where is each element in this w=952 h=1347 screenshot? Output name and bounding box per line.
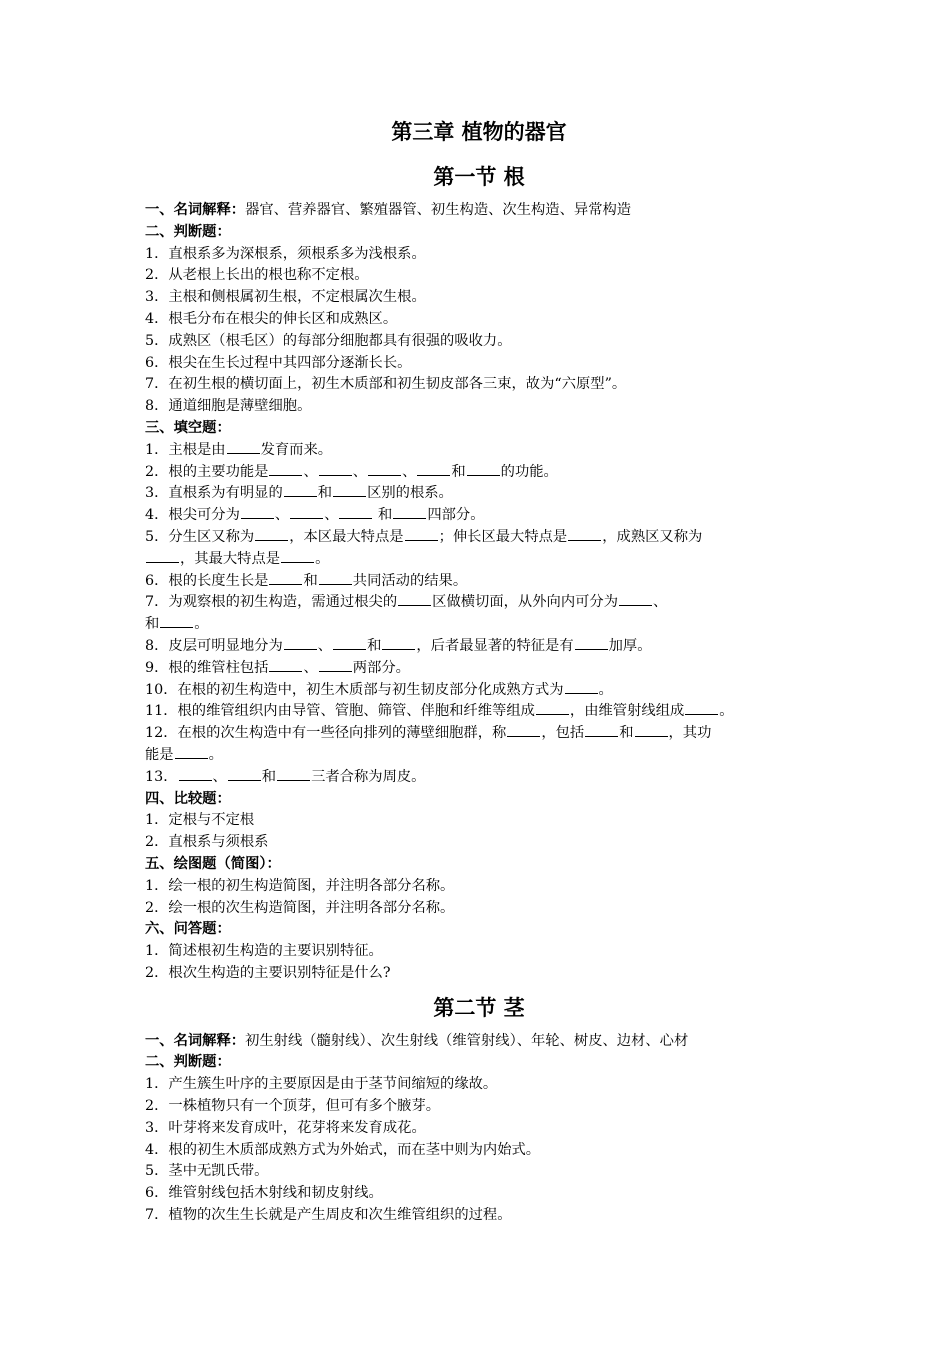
fill-text: 和	[261, 768, 277, 785]
fill-text: 9．根的维管柱包括	[145, 659, 269, 676]
fill-item	[145, 658, 813, 680]
list-item: 7．在初生根的横切面上，初生木质部和初生韧皮部各三束，故为“六原型”。	[145, 376, 627, 393]
list-item: 6．根尖在生长过程中其四部分逐渐长长。	[145, 354, 412, 371]
list-item: 2．绘一根的次生构造简图，并注明各部分名称。	[145, 899, 455, 916]
fill-text: 5．分生区又称为	[145, 528, 255, 545]
list-item: 1．简述根初生构造的主要识别特征。	[145, 943, 383, 960]
fill-text: 加厚。	[608, 637, 652, 654]
fill-text: 和	[303, 572, 318, 589]
fill-item	[145, 767, 813, 789]
fill-item	[145, 440, 813, 462]
draw-heading: 五、绘图题（简图）：	[145, 855, 281, 872]
fill-text: 10．在根的初生构造中，初生木质部与初生韧皮部分化成熟方式为	[145, 681, 564, 698]
list-item: 2．直根系与须根系	[145, 834, 269, 851]
fill-item-continued	[145, 614, 813, 636]
fill-text: 、	[352, 463, 368, 480]
fill-text: 、	[274, 507, 290, 524]
fill-text: 发育而来。	[260, 441, 333, 458]
fill-text: 、	[212, 768, 227, 785]
judge-heading: 二、判断题：	[145, 1054, 231, 1071]
fill-item	[145, 680, 813, 702]
terms-line	[145, 200, 813, 222]
fill-item	[145, 527, 813, 549]
fill-heading: 三、填空题：	[145, 419, 231, 436]
fill-text: 。	[315, 550, 330, 567]
blank-line	[228, 767, 261, 781]
document-page	[145, 117, 813, 1227]
blank-line	[175, 745, 208, 759]
fill-text: 和	[619, 725, 634, 742]
fill-text: ；伸长区最大特点是	[438, 528, 568, 545]
fill-item-continued	[145, 549, 813, 571]
fill-text: 三者合称为周皮。	[311, 768, 426, 785]
list-item: 1．直根系多为深根系，须根系多为浅根系。	[145, 245, 426, 262]
blank-line	[146, 549, 179, 563]
fill-text: 7．为观察根的初生构造，需通过根尖的	[145, 594, 398, 611]
compare-heading: 四、比较题：	[145, 790, 231, 807]
fill-text: 的功能。	[500, 463, 558, 480]
terms-heading: 一、名词解释：	[145, 202, 246, 218]
blank-line	[405, 527, 438, 541]
list-item: 3．叶芽将来发育成叶，花芽将来发育成花。	[145, 1119, 426, 1136]
fill-text: 1．主根是由	[145, 441, 226, 458]
fill-text: 、	[303, 659, 318, 676]
judge-list	[145, 244, 813, 418]
blank-line	[319, 658, 352, 672]
fill-text: 能是	[145, 746, 174, 763]
fill-text: 和	[367, 637, 382, 654]
blank-line	[568, 527, 601, 541]
fill-item	[145, 701, 813, 723]
blank-line	[368, 462, 401, 476]
list-item: 5．成熟区（根毛区）的每部分细胞都具有很强的吸收力。	[145, 332, 512, 349]
fill-text: 2．根的主要功能是	[145, 463, 269, 480]
blank-line	[619, 592, 652, 606]
section-title-stem: 第二节 茎	[433, 994, 525, 1020]
fill-text: 、	[303, 463, 318, 480]
terms-text: 器官、营养器官、繁殖器管、初生构造、次生构造、异常构造	[245, 202, 632, 218]
fill-text: 12．在根的次生构造中有一些径向排列的薄壁细胞群，称	[145, 725, 507, 742]
blank-line	[398, 592, 431, 606]
blank-line	[565, 680, 598, 694]
fill-text: 四部分。	[427, 507, 485, 524]
blank-line	[507, 723, 540, 737]
blank-line	[284, 483, 317, 497]
list-item: 2．一株植物只有一个顶芽，但可有多个腋芽。	[145, 1098, 441, 1115]
fill-text: 、	[324, 507, 339, 524]
fill-item	[145, 592, 813, 614]
fill-text: 共同活动的结果。	[352, 572, 468, 589]
list-item: 4．根毛分布在根尖的伸长区和成熟区。	[145, 310, 398, 327]
list-item: 2．根次生构造的主要识别特征是什么?	[145, 964, 391, 981]
section-title-root: 第一节 根	[433, 164, 525, 189]
qa-heading: 六、问答题：	[145, 921, 231, 938]
blank-line	[290, 505, 323, 519]
fill-text: 3．直根系为有明显的	[145, 485, 283, 502]
fill-list	[145, 440, 813, 789]
blank-line	[241, 505, 274, 519]
blank-line	[382, 636, 415, 650]
blank-line	[339, 505, 372, 519]
fill-text: 11．根的维管组织内由导管、管胞、筛管、伴胞和纤维等组成	[145, 703, 535, 720]
list-item: 1．产生簇生叶序的主要原因是由于茎节间缩短的缘故。	[145, 1076, 498, 1093]
blank-line	[284, 636, 317, 650]
blank-line	[269, 462, 302, 476]
fill-text: 和	[317, 485, 333, 502]
list-item: 1．定根与不定根	[145, 812, 255, 829]
fill-text: 和	[373, 507, 393, 524]
list-item: 7．植物的次生生长就是产生周皮和次生维管组织的过程。	[145, 1207, 512, 1224]
fill-text: 和	[451, 463, 466, 480]
fill-text: 两部分。	[352, 659, 410, 676]
judge-list	[145, 1074, 813, 1227]
fill-item	[145, 462, 813, 484]
blank-line	[319, 571, 352, 585]
fill-text: 区做横切面，从外向内可分为	[432, 594, 619, 611]
list-item: 8．通道细胞是薄壁细胞。	[145, 398, 312, 415]
fill-text: 。	[719, 703, 734, 720]
blank-line	[227, 440, 260, 454]
blank-line	[467, 462, 500, 476]
fill-item-continued	[145, 745, 813, 767]
fill-text: ，包括	[541, 725, 585, 742]
list-item: 4．根的初生木质部成熟方式为外始式，而在茎中则为内始式。	[145, 1141, 541, 1158]
blank-line	[585, 723, 618, 737]
fill-text: 。	[208, 746, 223, 763]
blank-line	[575, 636, 608, 650]
blank-line	[281, 549, 314, 563]
list-item: 6．维管射线包括木射线和韧皮射线。	[145, 1185, 383, 1202]
fill-item	[145, 636, 813, 658]
list-item: 2．从老根上长出的根也称不定根。	[145, 267, 369, 284]
fill-text: 13．	[145, 768, 178, 785]
fill-text: 。	[598, 681, 613, 698]
blank-line	[393, 505, 426, 519]
blank-line	[333, 483, 366, 497]
fill-text: 、	[402, 463, 417, 480]
blank-line	[319, 462, 352, 476]
terms-line	[145, 1031, 813, 1053]
fill-text: 、	[653, 594, 668, 611]
fill-text: ，成熟区又称为	[602, 528, 703, 545]
fill-text: ，本区最大特点是	[289, 528, 404, 545]
blank-line	[160, 614, 193, 628]
fill-item	[145, 571, 813, 593]
fill-item	[145, 723, 813, 745]
list-item: 3．主根和侧根属初生根，不定根属次生根。	[145, 289, 426, 306]
fill-text: 4．根尖可分为	[145, 507, 240, 524]
judge-heading: 二、判断题：	[145, 223, 231, 240]
fill-text: 和	[145, 616, 160, 633]
fill-text: 区别的根系。	[367, 485, 453, 502]
terms-text: 初生射线（髓射线）、次生射线（维管射线）、年轮、树皮、边材、心材	[245, 1032, 689, 1049]
blank-line	[255, 527, 288, 541]
blank-line	[179, 767, 212, 781]
blank-line	[685, 701, 718, 715]
fill-text: ，由维管射线组成	[569, 703, 685, 720]
fill-text: 。	[194, 616, 209, 633]
fill-item	[145, 505, 813, 527]
fill-text: 、	[317, 637, 333, 654]
blank-line	[536, 701, 569, 715]
fill-text: ，后者最显著的特征是有	[416, 637, 574, 654]
blank-line	[333, 636, 366, 650]
terms-heading: 一、名词解释：	[145, 1032, 246, 1049]
fill-item	[145, 483, 813, 505]
blank-line	[269, 571, 302, 585]
list-item: 5．茎中无凯氏带。	[145, 1163, 269, 1180]
blank-line	[269, 658, 302, 672]
blank-line	[277, 767, 310, 781]
blank-line	[635, 723, 668, 737]
fill-text: 8．皮层可明显地分为	[145, 637, 283, 654]
chapter-title: 第三章 植物的器官	[391, 119, 567, 144]
fill-text: ，其最大特点是	[180, 550, 281, 567]
blank-line	[417, 462, 450, 476]
list-item: 1．绘一根的初生构造简图，并注明各部分名称。	[145, 877, 455, 894]
fill-text: ，其功	[668, 725, 712, 742]
fill-text: 6．根的长度生长是	[145, 572, 269, 589]
